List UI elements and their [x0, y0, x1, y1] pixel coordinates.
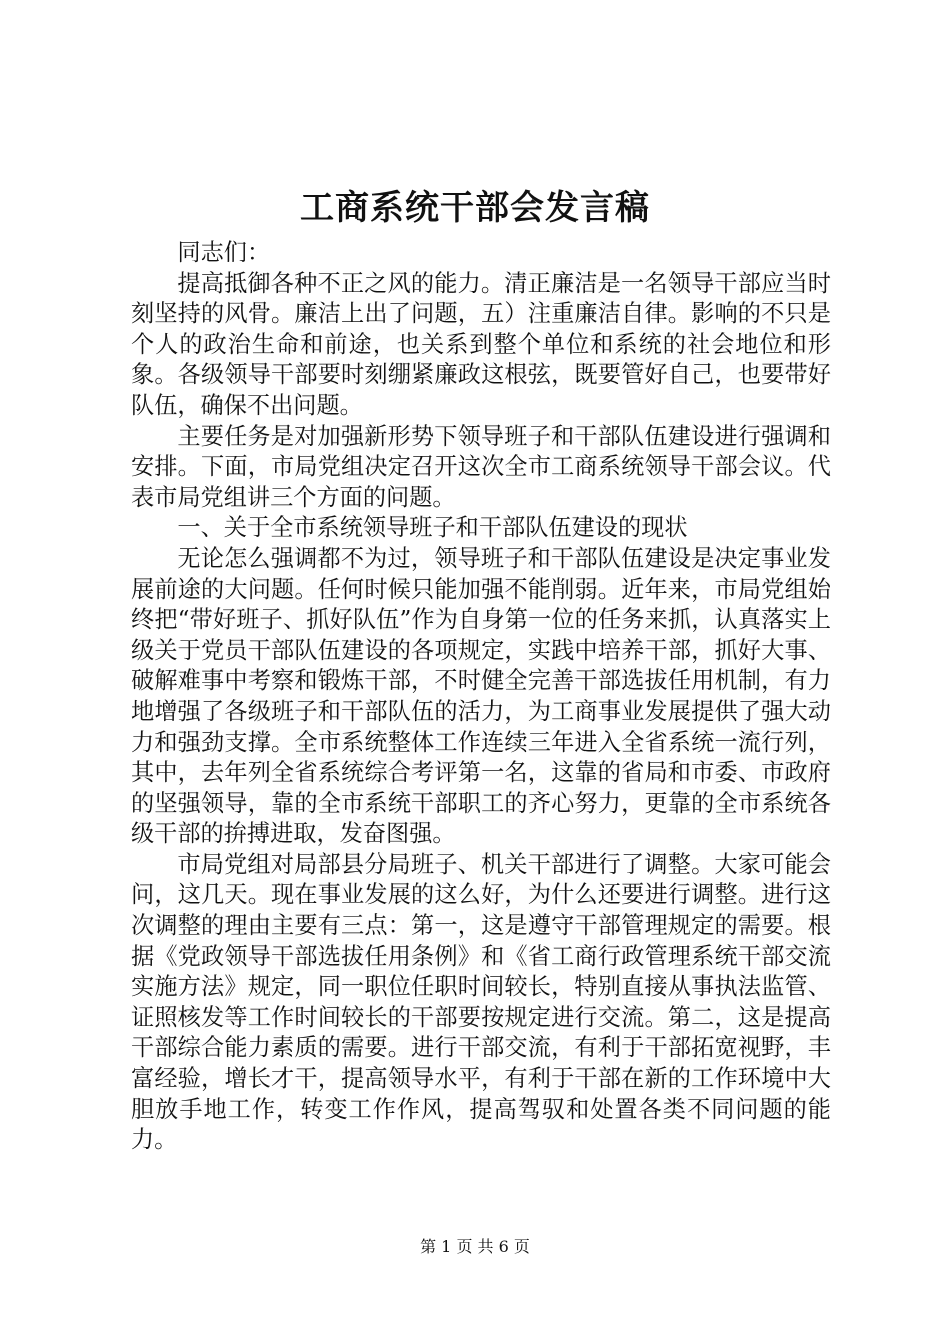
section-heading: 一、关于全市系统领导班子和干部队伍建设的现状	[177, 514, 688, 542]
document-title: 工商系统干部会发言稿	[300, 188, 650, 228]
paragraph: 市局党组对局部县分局班子、机关干部进行了调整。大家可能会问，这几天。现在事业发展的这么好，为什么还要进行调整。进行这次调整的理由主要有三点：第一，这是遵守干部管理规定的需要。根据《党政领导干部选拔任用条例》和《省工商行政管理系统干部交流实施方法》规定，同一职位任职时间较长，特别直接从事执法监管、证照核发等工作时间较长的干部要按规定进行交流。第二，这是提高干部综合能力素质的需要。进行干部交流，有利于干部拓宽视野，丰富经验，增长才干，提高领导水平，有利于干部在新的工作环境中大胆放手地工作，转变工作作风，提高驾驭和处置各类不同问题的能力。	[131, 850, 831, 1154]
salutation: 同志们：	[177, 239, 271, 266]
paragraph: 提高抵御各种不正之风的能力。清正廉洁是一名领导干部应当时刻坚持的风骨。廉洁上出了问题，五）注重廉洁自律。影响的不只是个人的政治生命和前途，也关系到整个单位和系统的社会地位和形象。各级领导干部要时刻绷紧廉政这根弦，既要管好自己，也要带好队伍，确保不出问题。	[131, 269, 831, 419]
document-body	[131, 238, 831, 1156]
page-footer: 第 1 页 共 6 页	[420, 1237, 530, 1256]
paragraph: 主要任务是对加强新形势下领导班子和干部队伍建设进行强调和安排。下面，市局党组决定召开这次全市工商系统领导干部会议。代表市局党组讲三个方面的问题。	[131, 422, 831, 511]
paragraph: 无论怎么强调都不为过，领导班子和干部队伍建设是决定事业发展前途的大问题。任何时候只能加强不能削弱。近年来，市局党组始终把“带好班子、抓好队伍”作为自身第一位的任务来抓，认真落实上级关于党员干部队伍建设的各项规定，实践中培养干部，抓好大事、破解难事中考察和锻炼干部，不时健全完善干部选拔任用机制，有力地增强了各级班子和干部队伍的活力，为工商事业发展提供了强大动力和强劲支撑。全市系统整体工作连续三年进入全省系统一流行列，其中，去年列全省系统综合考评第一名，这靠的省局和市委、市政府的坚强领导，靠的全市系统干部职工的齐心努力，更靠的全市系统各级干部的拚搏进取，发奋图强。	[131, 544, 831, 848]
